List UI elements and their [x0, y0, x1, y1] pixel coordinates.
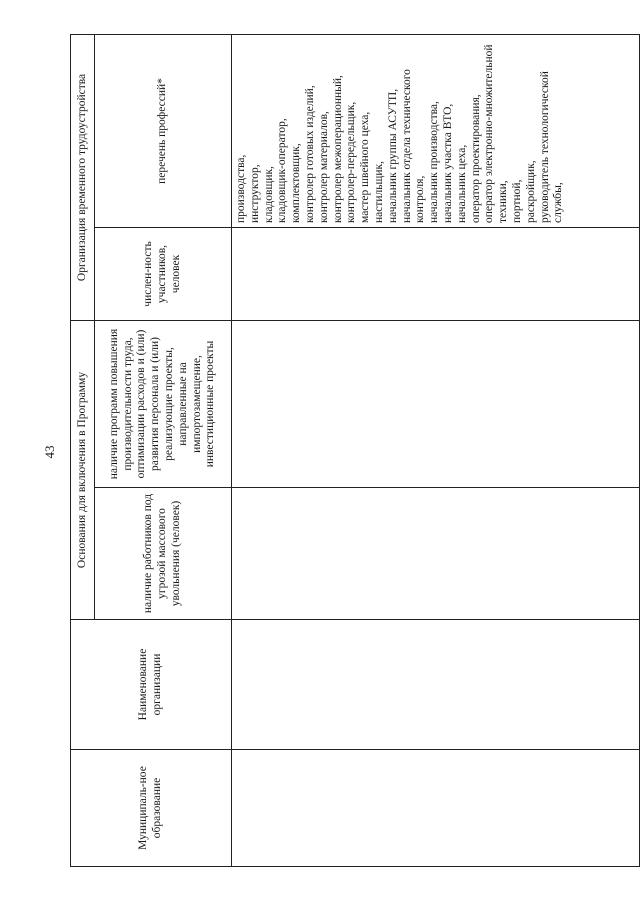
profession-item: начальник цеха,	[455, 144, 468, 223]
profession-item: раскройщик,	[524, 160, 537, 223]
cell-programs	[232, 321, 640, 488]
page-number: 43	[42, 445, 57, 459]
profession-item: оператор электронно-множительной техники,	[483, 44, 510, 223]
header-professions: перечень профессий*	[95, 34, 232, 227]
cell-organization	[232, 620, 640, 750]
cell-professions	[232, 34, 640, 227]
program-table	[70, 34, 640, 867]
profession-item: контролер межоперационный,	[331, 75, 344, 223]
profession-item: оператор проектирования,	[469, 94, 482, 223]
cell-municipality	[232, 750, 640, 867]
profession-item: мастер швейного цеха,	[359, 111, 372, 223]
cell-threat	[232, 488, 640, 620]
profession-item: комплектовщик,	[290, 143, 303, 223]
header-participant-count: числен-ность участников, человек	[95, 228, 232, 321]
profession-item: контролер готовых изделий,	[303, 85, 316, 223]
header-organization: Наименование организации	[71, 620, 232, 750]
profession-item: настильщик,	[372, 161, 385, 223]
profession-item: контролер-передельщик,	[345, 101, 358, 223]
profession-item: руководитель технологической службы,	[538, 71, 565, 223]
profession-item: начальник отдела технического контроля,	[400, 69, 427, 223]
profession-item: инструктор,	[248, 164, 261, 223]
professions-list	[235, 39, 566, 223]
profession-item: портной,	[510, 179, 523, 223]
header-municipality: Муниципаль-ное образование	[71, 750, 232, 867]
profession-item: начальник производства,	[428, 101, 441, 223]
profession-item: кладовщик-оператор,	[276, 118, 289, 223]
profession-item: контролер материалов,	[317, 111, 330, 223]
header-group-employment: Организация временного трудоустройства	[71, 34, 95, 320]
profession-item: производства,	[235, 154, 247, 223]
header-threat: наличие работников под угрозой массового увольнения (человек)	[95, 488, 232, 620]
profession-item: начальник участка ВТО,	[441, 103, 454, 223]
cell-participant-count	[232, 228, 640, 321]
profession-item: начальник группы АСУТП,	[386, 88, 399, 223]
header-group-basis: Основания для включения в Программу	[71, 321, 95, 620]
header-programs: наличие программ повышения производительности труда, оптимизации расходов и (или) развития персонала и (или) реализующие проекты, направленные на импортозамещение, инвестиционные проекты	[95, 321, 232, 488]
rotated-table-page	[70, 35, 640, 867]
profession-item: кладовщик,	[262, 166, 275, 223]
